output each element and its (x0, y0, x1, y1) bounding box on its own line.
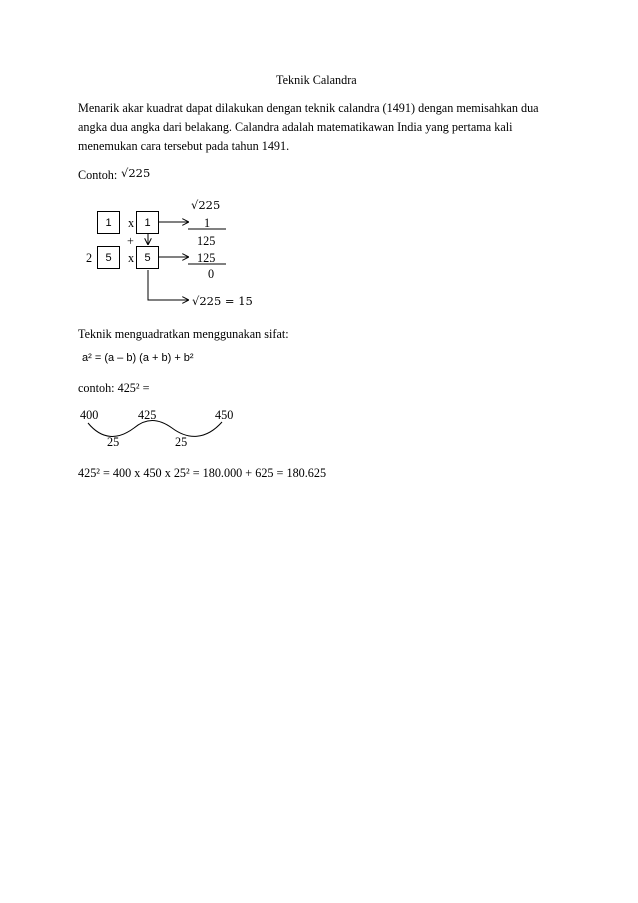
times-bottom: x (128, 251, 135, 265)
times-top: x (128, 216, 135, 230)
example2-label: contoh: 425² = (78, 381, 150, 395)
diagram-root-top: √225 (191, 198, 221, 212)
step-1: 1 (204, 216, 211, 230)
step-3: 125 (197, 251, 216, 265)
intro-paragraph: Menarik akar kuadrat dapat dilakukan dengan teknik calandra (1491) dengan memisahkan dua angka dua angka dari belakang. Calandra adalah matematikawan India yang pertama kali menemukan cara tersebut pada tahun 1491. (78, 101, 539, 153)
box-top-left: 1 (97, 211, 120, 234)
squaring-heading: Teknik menguadratkan menggunakan sifat: (78, 327, 289, 341)
formula: a² = (a – b) (a + b) + b² (82, 352, 194, 364)
step-4: 0 (208, 267, 215, 281)
curve-n3: 450 (215, 408, 234, 422)
box-bottom-left: 5 (97, 246, 120, 269)
diagram-result: √225 = 15 (192, 294, 253, 308)
plus-sign: + (127, 234, 134, 248)
step-2: 125 (197, 234, 216, 248)
curve-d2: 25 (175, 435, 188, 449)
curve-n2: 425 (138, 408, 157, 422)
box-bottom-right: 5 (136, 246, 159, 269)
example-expression: √225 (121, 166, 151, 180)
left-factor: 2 (86, 251, 93, 265)
box-top-right: 1 (136, 211, 159, 234)
example-label: Contoh: (78, 168, 118, 182)
curve-n1: 400 (80, 408, 99, 422)
page-title: Teknik Calandra (276, 73, 357, 87)
curve-d1: 25 (107, 435, 120, 449)
final-line: 425² = 400 x 450 x 25² = 180.000 + 625 = 180.625 (78, 466, 327, 480)
